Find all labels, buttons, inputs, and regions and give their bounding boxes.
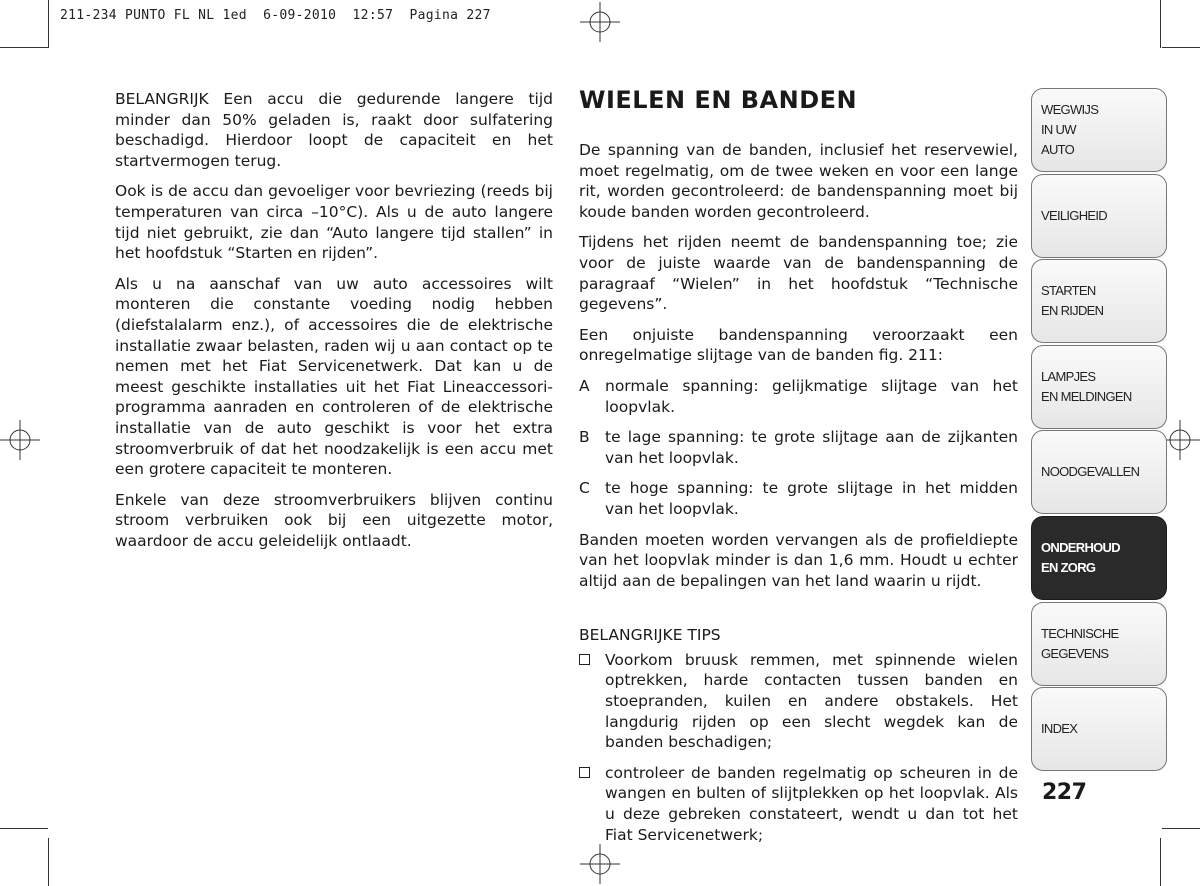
paragraph: Ook is de accu dan gevoeliger voor bevriezing (reeds bij temperaturen van circa –10°C). Als u de auto langere tijd niet gebruikt, zie dan “Auto langere tijd stallen” in het hoofdstuk “Starten en rijden”.	[115, 182, 553, 263]
list-letter: B	[579, 428, 590, 447]
paragraph: Een onjuiste bandenspanning veroorzaakt een onregelmatige slijtage van de banden fig. 211:	[579, 325, 1018, 365]
tab-technische-gegevens[interactable]: TECHNISCHE GEGEVENS	[1031, 602, 1167, 686]
tip-text: Voorkom bruusk remmen, met spinnende wielen optrekken, harde contacten tussen banden en stoepranden, kuilen en andere obstakels. Het langdurig rijden op een slecht wegdek kan de banden beschadigen;	[605, 650, 1018, 752]
crop-mark	[0, 828, 48, 829]
crop-mark	[1160, 0, 1161, 48]
list-text: te hoge spanning: te grote slijtage in het midden van het loopvlak.	[605, 479, 1018, 518]
left-column	[115, 89, 553, 561]
tab-index[interactable]: INDEX	[1031, 687, 1167, 771]
tab-noodgevallen[interactable]: NOODGEVALLEN	[1031, 430, 1167, 514]
chapter-tabs	[1031, 88, 1167, 773]
checkbox-bullet-icon	[579, 767, 590, 778]
paragraph: Tijdens het rijden neemt de bandenspanning toe; zie voor de juiste waarde van de bandenspanning de paragraaf “Wielen” in het hoofdstuk “Technische gegevens”.	[579, 233, 1018, 314]
crop-mark	[1162, 828, 1200, 829]
crop-mark	[0, 47, 48, 48]
paragraph: Als u na aanschaf van uw auto accessoires wilt monteren die constante voeding nodig hebben (diefstalalarm enz.), of accessoires die de elektrische installatie zwaar belasten, raden wij u aan contact op te nemen met het Fiat Servicenetwerk. Dat kan u de meest geschikte installaties uit het Fiat Lineaccessori-programma aanraden en controleren of de elektrische installatie van de auto geschikt is voor het extra stroomverbruik of dat het noodzakelijk is een accu met een grotere capaciteit te monteren.	[115, 274, 553, 479]
crop-mark	[1162, 47, 1200, 48]
checkbox-bullet-icon	[579, 654, 590, 665]
tab-starten-en-rijden[interactable]: STARTEN EN RIJDEN	[1031, 259, 1167, 343]
tab-lampjes-en-meldingen[interactable]: LAMPJES EN MELDINGEN	[1031, 345, 1167, 429]
tip-text: controleer de banden regelmatig op scheuren in de wangen en bulten of slijtplekken op het loopvlak. Als u deze gebreken constateert, wendt u dan tot het Fiat Servicenetwerk;	[605, 763, 1018, 844]
tip-item	[579, 763, 1018, 845]
paragraph: BELANGRIJK Een accu die gedurende langere tijd minder dan 50% geladen is, raakt door sulfatering beschadigd. Hierdoor loopt de capaciteit en het startvermogen terug.	[115, 90, 553, 170]
list-text: te lage spanning: te grote slijtage aan de zijkanten van het loopvlak.	[605, 428, 1018, 467]
tip-item	[579, 650, 1018, 753]
lettered-list-item	[579, 478, 1018, 519]
list-text: normale spanning: gelijkmatige slijtage van het loopvlak.	[605, 376, 1018, 416]
paragraph: Enkele van deze stroomverbruikers blijven continu stroom verbruiken ook bij een uitgezette motor, waardoor de accu geleidelijk ontlaadt.	[115, 490, 553, 550]
print-header: 211-234 PUNTO FL NL 1ed 6-09-2010 12:57 Pagina 227	[60, 8, 491, 23]
list-letter: C	[579, 479, 590, 498]
section-title: WIELEN EN BANDEN	[579, 86, 858, 114]
paragraph: De spanning van de banden, inclusief het reservewiel, moet regelmatig, om de twee weken en voor een lange rit, worden gecontroleerd: de bandenspanning moet bij koude banden worden gecontroleerd.	[579, 141, 1018, 221]
crop-mark	[48, 0, 49, 48]
crop-mark	[1160, 838, 1161, 886]
tips-heading: BELANGRIJKE TIPS	[579, 626, 721, 645]
lettered-list-item	[579, 376, 1018, 417]
crop-mark	[48, 838, 49, 886]
tab-wegwijs[interactable]: WEGWIJS IN UW AUTO	[1031, 88, 1167, 172]
page-number: 227	[1042, 780, 1087, 805]
paragraph: Banden moeten worden vervangen als de profieldiepte van het loopvlak minder is dan 1,6 mm. Houdt u echter altijd aan de bepalingen van het land waarin u rijdt.	[579, 530, 1018, 590]
registration-crosshair-icon	[580, 2, 620, 42]
tab-onderhoud-en-zorg[interactable]: ONDERHOUD EN ZORG	[1031, 516, 1167, 600]
registration-crosshair-icon	[0, 420, 40, 460]
right-column	[579, 84, 1018, 855]
lettered-list-item	[579, 427, 1018, 468]
tab-veiligheid[interactable]: VEILIGHEID	[1031, 174, 1167, 258]
list-letter: A	[579, 376, 590, 395]
